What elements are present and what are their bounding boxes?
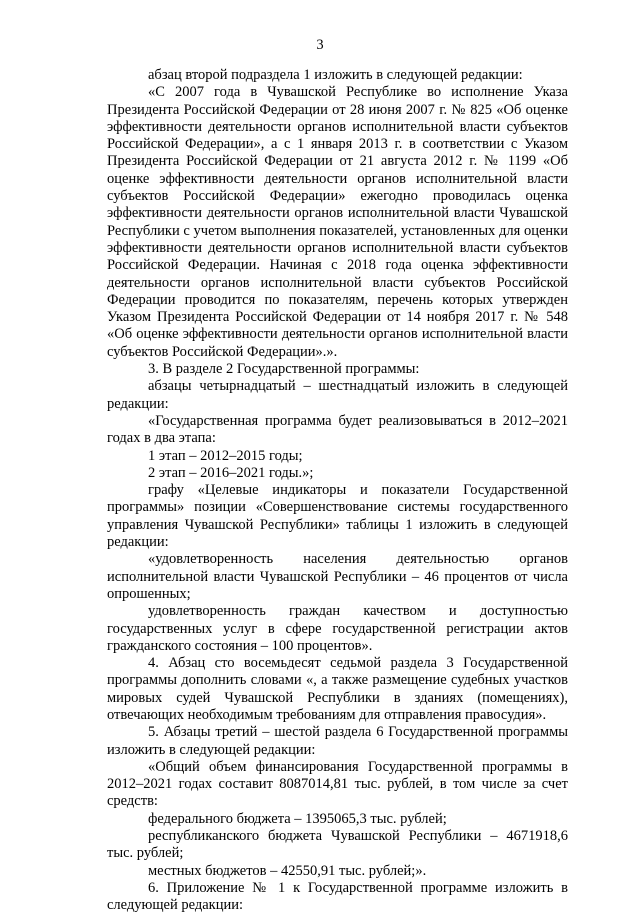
paragraph: 3. В разделе 2 Государственной программы: — [148, 361, 420, 378]
paragraph: графу «Целевые индикаторы и показатели Государственной программы» позиции «Совершенствование системы государственного управления Чувашской Республики» таблицы 1 изложить в следующей редакции: — [107, 482, 568, 551]
page-number: 3 — [316, 37, 324, 53]
paragraph: 1 этап – 2012–2015 годы; — [148, 447, 303, 464]
paragraph: республиканского бюджета Чувашской Республики – 4671918,6 тыс. рублей; — [107, 828, 568, 862]
paragraph: «Государственная программа будет реализовываться в 2012–2021 годах в два этапа: — [107, 412, 568, 447]
paragraph: абзацы четырнадцатый – шестнадцатый изложить в следующей редакции: — [107, 378, 568, 412]
paragraph: «удовлетворенность населения деятельностью органов исполнительной власти Чувашской Республики – 46 процентов от числа опрошенных; — [107, 551, 568, 602]
paragraph: местных бюджетов – 42550,91 тыс. рублей;». — [148, 862, 427, 879]
paragraph: 5. Абзацы третий – шестой раздела 6 Государственной программы изложить в следующей редакции: — [107, 724, 568, 758]
paragraph: удовлетворенность граждан качеством и доступностью государственных услуг в сфере государственной регистрации актов гражданского состояния – 100 процентов». — [107, 603, 568, 654]
paragraph: «Общий объем финансирования Государственной программы в 2012–2021 годах составит 8087014,81 тыс. рублей, в том числе за счет средств: — [107, 758, 568, 810]
document-body — [107, 67, 568, 915]
paragraph: абзац второй подраздела 1 изложить в следующей редакции: — [148, 67, 523, 83]
paragraph: «С 2007 года в Чувашской Республике во исполнение Указа Президента Российской Федерации от 28 июня 2007 г. № 825 «Об оценке эффективности деятельности органов исполнительной власти субъектов Российской Федерации», а с 1 января 2013 г. в соответствии с Указом Президента Российской Федерации от 21 августа 2012 г. № 1199 «Об оценке эффективности деятельности органов исполнительной власти субъектов Российской Федерации» ежегодно проводилась оценка эффективности деятельности органов исполнительной власти Чувашской Республики с учетом выполнения показателей, установленных для оценки эффективности деятельности органов исполнительной власти субъектов Российской Федерации. Начиная с 2018 года оценка эффективности деятельности органов исполнительной власти субъектов Российской Федерации проводится по показателям, перечень которых утвержден Указом Президента Российской Федерации от 14 ноября 2017 г. № 548 «Об оценке эффективности деятельности органов исполнительной власти субъектов Российской Федерации».». — [107, 84, 568, 360]
paragraph: 2 этап – 2016–2021 годы.»; — [148, 464, 314, 481]
paragraph: 4. Абзац сто восемьдесят седьмой раздела 3 Государственной программы дополнить словами «, а также размещение судебных участков мировых судей Чувашской Республики в зданиях (помещениях), отвечающих необходимым требованиям для отправления правосудия». — [107, 655, 568, 723]
paragraph: федерального бюджета – 1395065,3 тыс. рублей; — [148, 810, 447, 827]
paragraph: 6. Приложение № 1 к Государственной программе изложить в следующей редакции: — [107, 879, 568, 914]
